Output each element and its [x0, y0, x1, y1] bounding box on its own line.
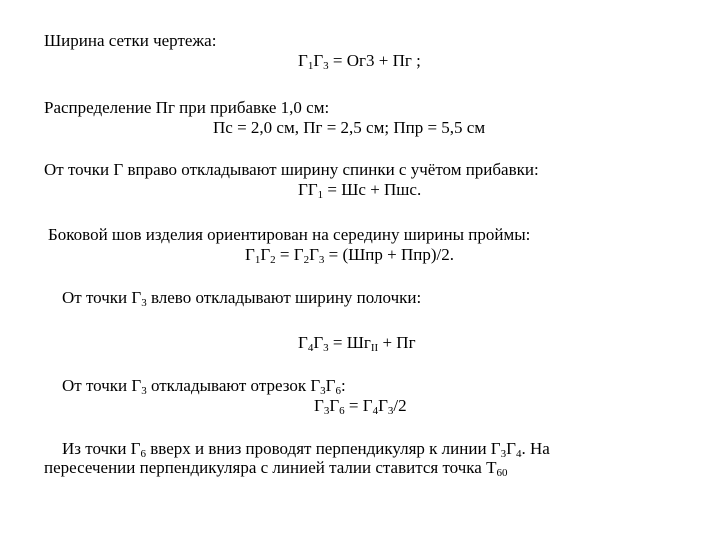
text-subscript: 3 — [320, 385, 326, 397]
formula-part: Г — [309, 245, 319, 264]
text-subscript: 3 — [141, 385, 147, 397]
text-subscript: 60 — [496, 467, 508, 479]
formula-part: = Шс + Пшс. — [323, 180, 422, 199]
formula-subscript: 3 — [318, 254, 325, 266]
allowance-distribution-heading — [44, 98, 329, 118]
back-width-formula — [298, 180, 421, 200]
formula-part: Г — [260, 245, 271, 264]
text-part: вверх и вниз проводят перпендикуляр к линии Г — [146, 439, 501, 458]
text-subscript: 6 — [335, 385, 341, 397]
text-part: Г — [325, 376, 336, 395]
grid-width-heading-text: Ширина сетки чертежа: — [44, 31, 217, 50]
front-width-formula — [298, 333, 416, 353]
text-subscript: 3 — [500, 448, 507, 460]
segment-formula — [314, 396, 407, 416]
formula-part: = Шг — [328, 333, 371, 352]
text-part: От точки Г — [62, 376, 142, 395]
text-part: : — [340, 376, 346, 395]
formula-subscript: 2 — [270, 254, 276, 266]
text-part: Г — [506, 439, 516, 458]
formula-subscript: II — [370, 342, 379, 354]
side-seam-text: Боковой шов изделия ориентирован на середину ширины проймы: — [48, 225, 531, 244]
back-width-heading — [44, 160, 539, 180]
side-seam-formula — [245, 245, 454, 265]
formula-part: = Ог3 + Пг ; — [328, 51, 421, 70]
formula-subscript: 3 — [323, 342, 329, 354]
formula-part: /2 — [393, 396, 407, 415]
text-part: . На — [521, 439, 550, 458]
formula-part: Г — [314, 396, 324, 415]
text-part: пересечении перпендикуляра с линией талии ставится точка Т — [44, 458, 497, 477]
text-part: влево откладывают ширину полочки: — [146, 288, 422, 307]
formula-subscript: 4 — [307, 342, 314, 354]
allowance-values — [213, 118, 485, 138]
grid-width-formula — [298, 51, 421, 71]
grid-width-heading — [44, 31, 216, 51]
formula-part: = Г — [344, 396, 373, 415]
text-part: От точки Г — [62, 288, 142, 307]
side-seam-heading — [48, 225, 530, 245]
formula-subscript: 1 — [317, 189, 324, 201]
formula-subscript: 4 — [372, 405, 379, 417]
formula-part: Г — [298, 333, 308, 352]
text-subscript: 6 — [140, 448, 146, 460]
back-width-text: От точки Г вправо откладывают ширину спинки с учётом прибавки: — [44, 160, 539, 179]
text-part: откладывают отрезок Г — [146, 376, 321, 395]
formula-subscript: 1 — [254, 254, 261, 266]
formula-part: Г — [378, 396, 388, 415]
front-width-heading — [62, 288, 421, 308]
formula-subscript: 3 — [323, 60, 329, 72]
perpendicular-paragraph-line-2 — [44, 458, 507, 478]
formula-part: Г — [313, 333, 324, 352]
formula-subscript: 3 — [387, 405, 394, 417]
formula-part: ГГ — [298, 180, 318, 199]
text-part: Из точки Г — [62, 439, 141, 458]
formula-part: Г — [298, 51, 308, 70]
formula-subscript: 2 — [303, 254, 310, 266]
allowance-values-text: Пс = 2,0 см, Пг = 2,5 см; Ппр = 5,5 см — [213, 118, 486, 137]
formula-part: Г — [245, 245, 255, 264]
segment-heading — [62, 376, 346, 396]
text-subscript: 4 — [515, 448, 522, 460]
perpendicular-paragraph-line-1 — [62, 439, 550, 459]
formula-part: Г — [313, 51, 324, 70]
formula-subscript: 1 — [307, 60, 314, 72]
formula-part: = (Шпр + Ппр)/2. — [324, 245, 454, 264]
formula-part: + Пг — [378, 333, 416, 352]
text-subscript: 3 — [141, 297, 147, 309]
formula-part: = Г — [275, 245, 304, 264]
formula-subscript: 6 — [339, 405, 345, 417]
formula-subscript: 3 — [323, 405, 330, 417]
allowance-distribution-text: Распределение Пг при прибавке 1,0 см: — [44, 98, 330, 117]
formula-part: Г — [329, 396, 340, 415]
